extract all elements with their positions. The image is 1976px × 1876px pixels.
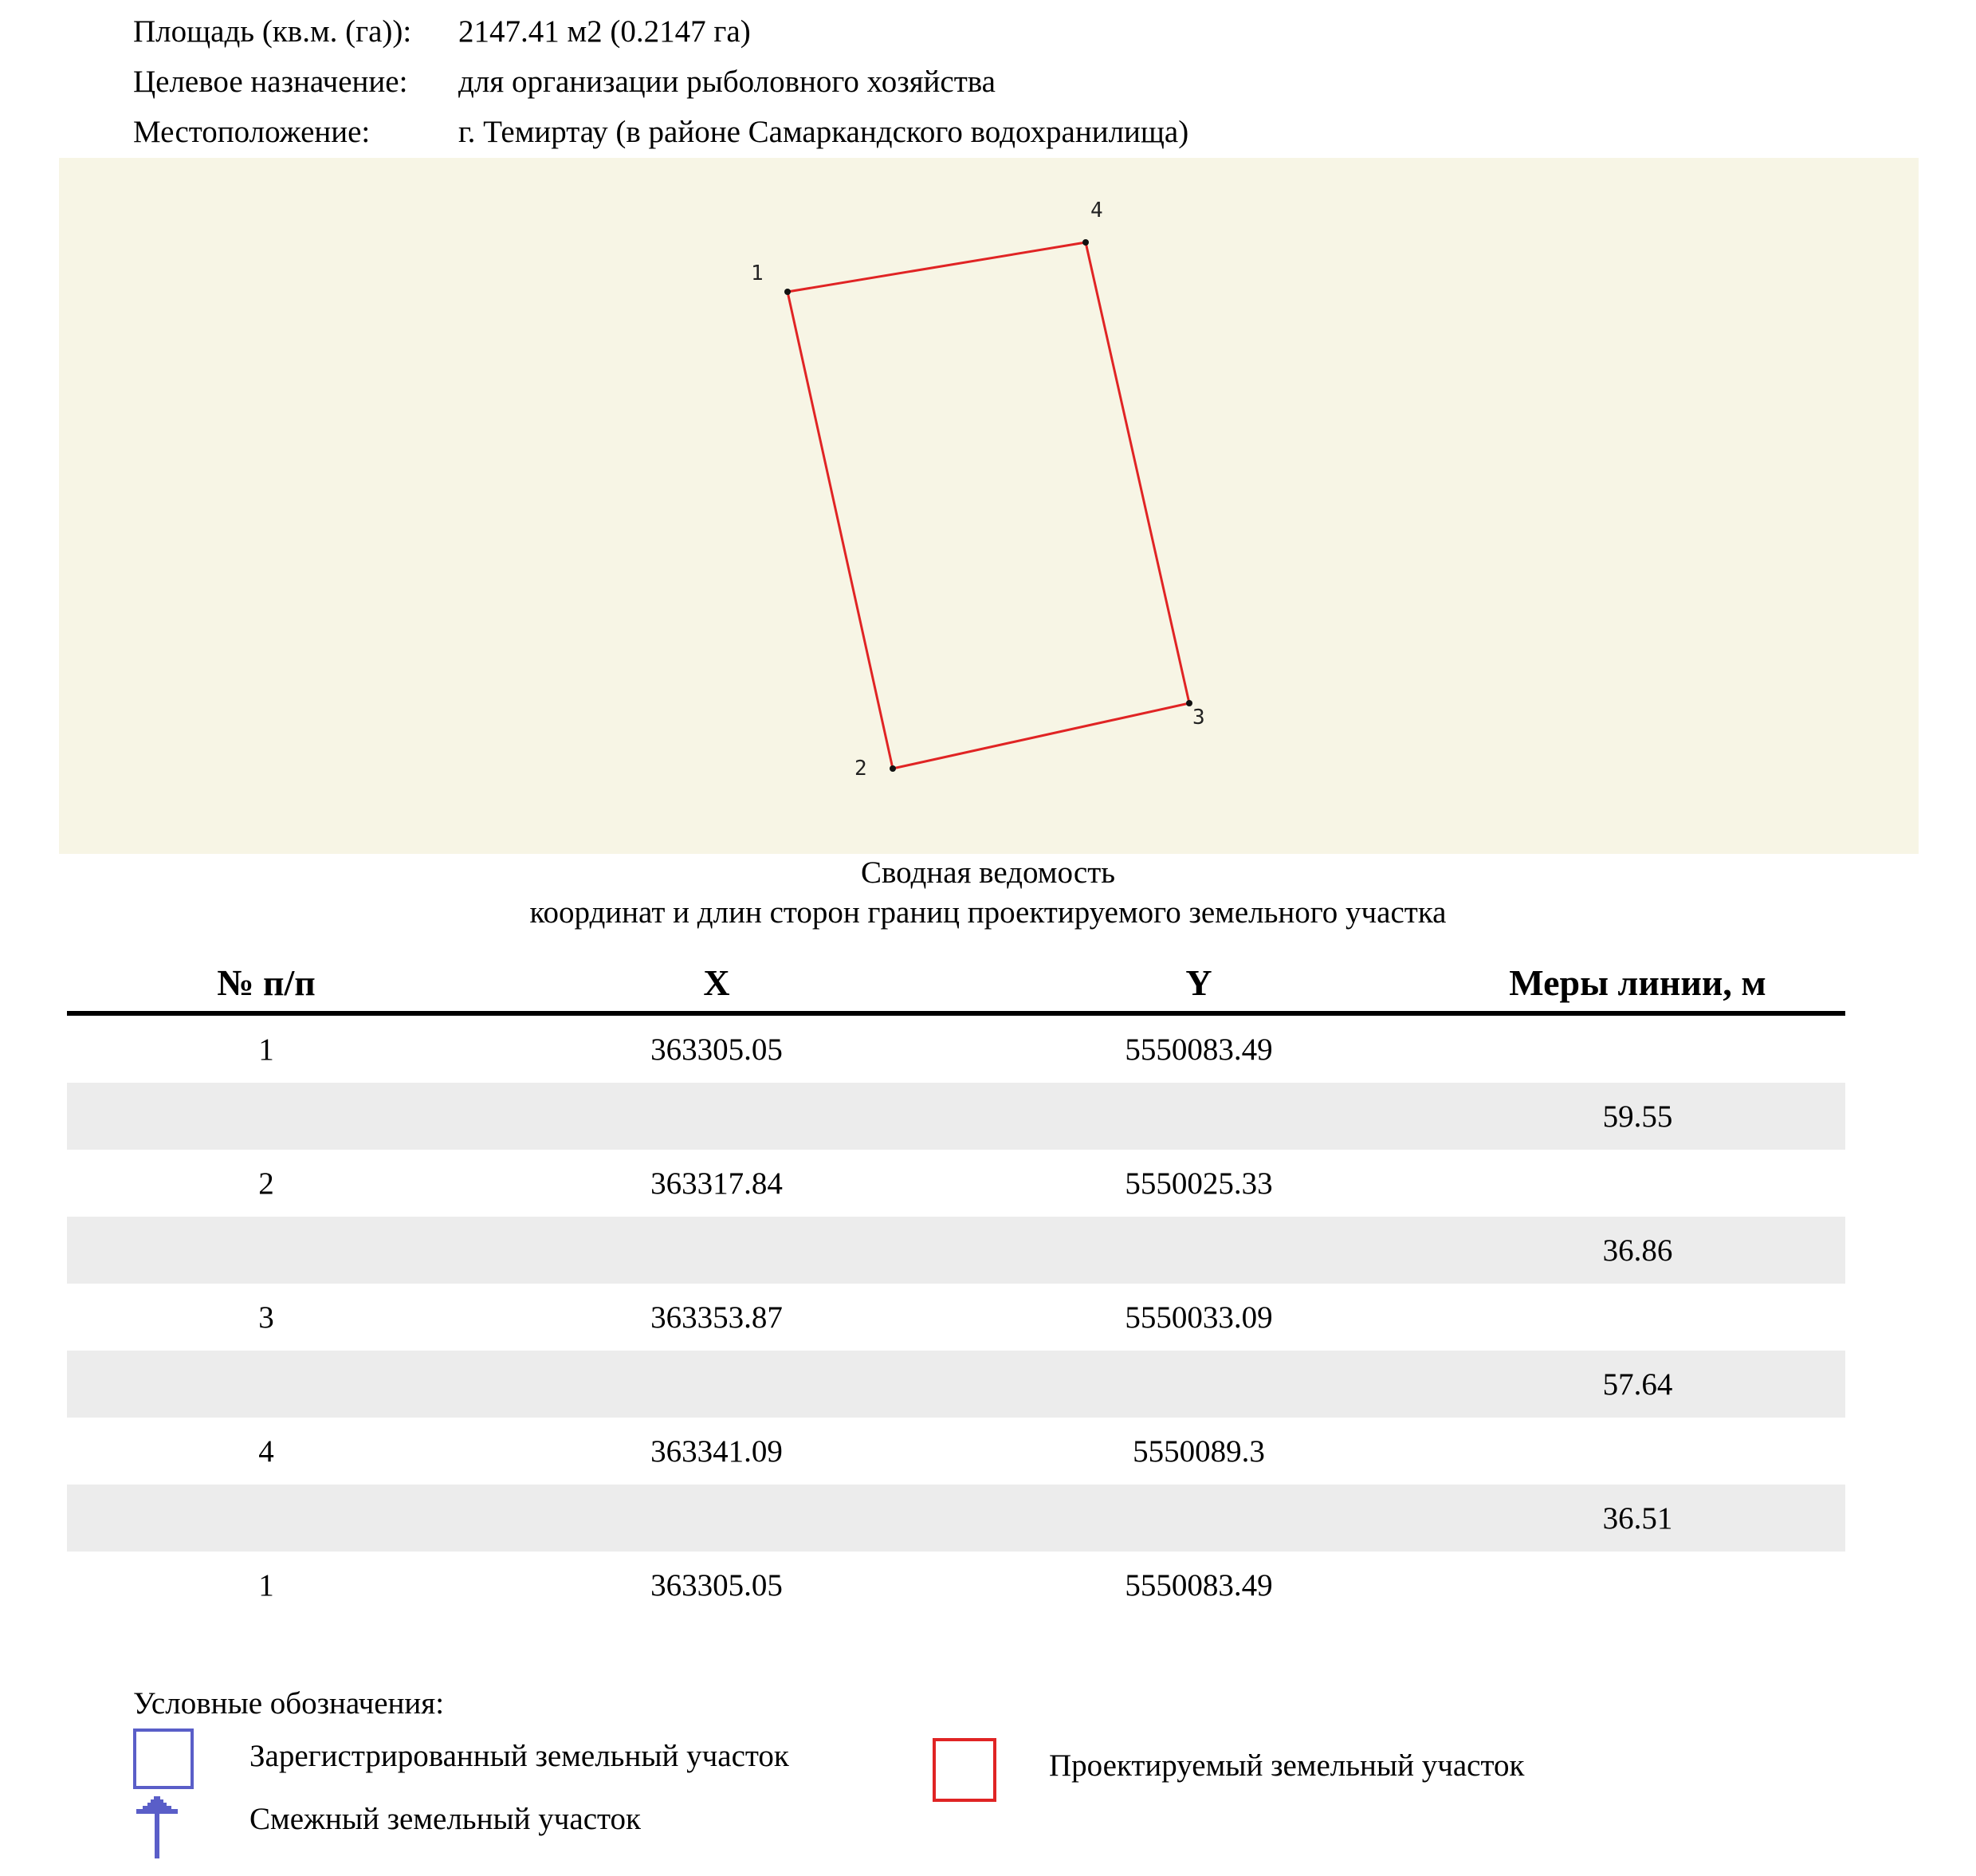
cell-length: 36.86 xyxy=(1602,1233,1673,1268)
vertex-marker-4 xyxy=(1082,239,1089,246)
cell-x: 363317.84 xyxy=(650,1166,783,1201)
location-value: г. Темиртау (в районе Самаркандского водохранилища) xyxy=(458,115,1189,149)
purpose-value: для организации рыболовного хозяйства xyxy=(458,65,996,99)
cell-number: 1 xyxy=(258,1567,274,1603)
cell-number: 2 xyxy=(258,1166,274,1201)
table-row xyxy=(67,1552,1845,1618)
header-x: X xyxy=(703,962,730,1003)
table-row xyxy=(67,1150,1845,1217)
vertex-marker-3 xyxy=(1186,700,1192,706)
cell-y: 5550089.3 xyxy=(1133,1434,1265,1469)
vertex-label-1: 1 xyxy=(751,262,764,285)
cell-x: 363305.05 xyxy=(650,1567,783,1603)
parcel-map xyxy=(59,158,1919,854)
location-label: Местоположение: xyxy=(133,115,371,149)
legend-projected-label: Проектируемый земельный участок xyxy=(1049,1748,1525,1783)
area-value: 2147.41 м2 (0.2147 га) xyxy=(458,14,751,49)
summary-subtitle: координат и длин сторон границ проектируемого земельного участка xyxy=(529,895,1447,930)
table-row xyxy=(67,1083,1845,1150)
cell-length: 36.51 xyxy=(1602,1500,1673,1536)
legend-registered-label: Зарегистрированный земельный участок xyxy=(249,1739,789,1773)
parcel-boundary xyxy=(788,242,1189,769)
cell-length: 57.64 xyxy=(1602,1367,1673,1402)
header-line-length: Меры линии, м xyxy=(1509,962,1766,1003)
adjacent-parcel-icon xyxy=(133,1796,181,1860)
table-row xyxy=(67,1284,1845,1351)
cell-y: 5550083.49 xyxy=(1125,1567,1273,1603)
cell-x: 363353.87 xyxy=(650,1300,783,1335)
table-row xyxy=(67,1217,1845,1284)
vertex-label-2: 2 xyxy=(854,757,867,781)
table-row xyxy=(67,1016,1845,1083)
header-number: № п/п xyxy=(217,962,316,1003)
coordinates-table xyxy=(67,954,1845,1618)
table-row xyxy=(67,1351,1845,1418)
cell-x: 363305.05 xyxy=(650,1032,783,1067)
table-row xyxy=(67,1418,1845,1485)
parcel-info xyxy=(133,6,1188,157)
vertex-marker-1 xyxy=(784,289,791,295)
vertex-marker-2 xyxy=(890,765,896,772)
cell-number: 3 xyxy=(258,1300,274,1335)
location-row xyxy=(133,107,1188,157)
cell-y: 5550025.33 xyxy=(1125,1166,1273,1201)
projected-parcel-icon xyxy=(933,1738,996,1802)
cell-y: 5550033.09 xyxy=(1125,1300,1273,1335)
parcel-map-svg xyxy=(59,158,1919,854)
area-row xyxy=(133,6,1188,57)
cell-number: 4 xyxy=(258,1434,274,1469)
summary-title: Сводная ведомость xyxy=(860,855,1116,890)
legend-adjacent-label: Смежный земельный участок xyxy=(249,1802,642,1836)
cell-y: 5550083.49 xyxy=(1125,1032,1273,1067)
purpose-label: Целевое назначение: xyxy=(133,65,408,99)
table-header xyxy=(67,954,1845,1016)
legend-title: Условные обозначения: xyxy=(133,1686,445,1721)
header-y: Y xyxy=(1185,962,1212,1003)
vertex-label-4: 4 xyxy=(1090,199,1103,222)
cell-number: 1 xyxy=(258,1032,274,1067)
area-label: Площадь (кв.м. (га)): xyxy=(133,14,412,49)
cell-x: 363341.09 xyxy=(650,1434,783,1469)
cell-length: 59.55 xyxy=(1602,1099,1673,1134)
vertex-label-3: 3 xyxy=(1192,706,1205,730)
table-row xyxy=(67,1485,1845,1552)
registered-parcel-icon xyxy=(133,1729,194,1789)
purpose-row xyxy=(133,57,1188,107)
